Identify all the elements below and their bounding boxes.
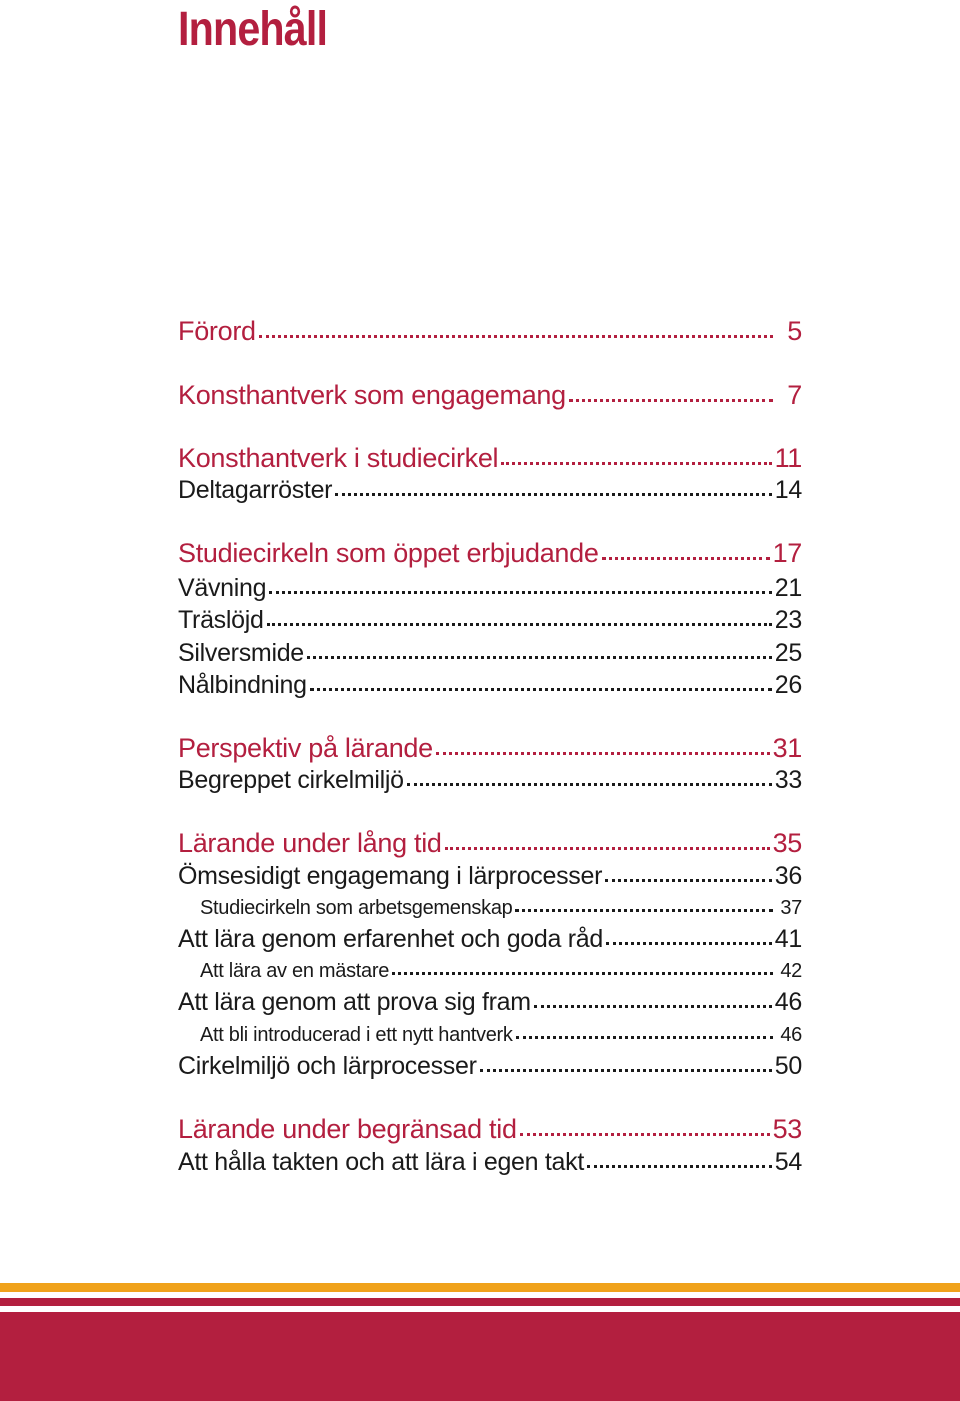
toc-entry-page: 50 bbox=[774, 1052, 802, 1080]
dot-leader bbox=[520, 1133, 770, 1136]
dot-leader bbox=[259, 335, 773, 338]
toc-entry-label: Att lära av en mästare bbox=[200, 960, 390, 982]
toc-entry-page: 31 bbox=[772, 733, 802, 763]
toc-entry-label: Begreppet cirkelmiljö bbox=[178, 766, 404, 794]
toc-entry-att-lara-genom-erfarenhet[interactable] bbox=[178, 925, 802, 954]
dot-leader bbox=[310, 688, 772, 691]
toc-entry-label: Silversmide bbox=[178, 639, 304, 667]
toc-entry-page: 53 bbox=[772, 1114, 802, 1144]
toc-entry-page: 42 bbox=[780, 960, 802, 982]
footer-stripe-red bbox=[0, 1298, 960, 1306]
toc-entry-label: Lärande under lång tid bbox=[178, 828, 442, 858]
toc-entry-studiecirkeln-som-arbetsgemenskap[interactable] bbox=[178, 897, 802, 920]
toc-entry-silversmide[interactable] bbox=[178, 639, 802, 668]
dot-leader bbox=[269, 591, 772, 594]
toc-entry-vavning[interactable] bbox=[178, 574, 802, 603]
toc-entry-label: Träslöjd bbox=[178, 606, 264, 634]
toc-entry-label: Förord bbox=[178, 316, 256, 346]
toc-entry-label: Att bli introducerad i ett nytt hantverk bbox=[200, 1024, 513, 1046]
toc-entry-page: 17 bbox=[772, 538, 802, 568]
toc-entry-larande-under-lang-tid[interactable] bbox=[178, 828, 802, 859]
toc-entry-label: Att lära genom erfarenhet och goda råd bbox=[178, 925, 603, 953]
toc-entry-page: 26 bbox=[774, 671, 802, 699]
toc-entry-label: Studiecirkeln som öppet erbjudande bbox=[178, 538, 599, 568]
dot-leader bbox=[307, 656, 772, 659]
toc-entry-label: Konsthantverk i studiecirkel bbox=[178, 443, 499, 473]
dot-leader bbox=[501, 462, 771, 465]
toc-entry-page: 11 bbox=[774, 443, 802, 473]
dot-leader bbox=[605, 879, 772, 882]
toc-entry-larande-under-begransad-tid[interactable] bbox=[178, 1114, 802, 1145]
dot-leader bbox=[267, 623, 772, 626]
dot-leader bbox=[587, 1165, 772, 1168]
dot-leader bbox=[606, 942, 772, 945]
toc-entry-page: 33 bbox=[774, 766, 802, 794]
toc-entry-label: Perspektiv på lärande bbox=[178, 733, 433, 763]
dot-leader bbox=[392, 972, 773, 975]
dot-leader bbox=[602, 557, 770, 560]
toc-entry-page: 36 bbox=[774, 862, 802, 890]
toc-entry-page: 14 bbox=[774, 476, 802, 504]
toc-entry-page: 37 bbox=[780, 897, 802, 919]
dot-leader bbox=[436, 752, 770, 755]
toc-entry-page: 41 bbox=[774, 925, 802, 953]
toc-entry-traslojd[interactable] bbox=[178, 606, 802, 635]
dot-leader bbox=[335, 493, 772, 496]
toc-entry-perspektiv-pa-larande[interactable] bbox=[178, 733, 802, 764]
toc-entry-att-halla-takten[interactable] bbox=[178, 1148, 802, 1177]
toc-entry-att-bli-introducerad[interactable] bbox=[178, 1024, 802, 1047]
toc-entry-page: 35 bbox=[772, 828, 802, 858]
page-title: Innehåll bbox=[178, 3, 328, 56]
toc-entry-label: Lärande under begränsad tid bbox=[178, 1114, 517, 1144]
dot-leader bbox=[480, 1069, 772, 1072]
toc-entry-page: 23 bbox=[774, 606, 802, 634]
toc-entry-omsesidigt-engagemang[interactable] bbox=[178, 862, 802, 891]
toc-entry-label: Studiecirkeln som arbetsgemenskap bbox=[200, 897, 513, 919]
dot-leader bbox=[516, 1036, 773, 1039]
toc-entry-konsthantverk-som-engagemang[interactable] bbox=[178, 380, 802, 411]
toc-entry-label: Att lära genom att prova sig fram bbox=[178, 988, 531, 1016]
dot-leader bbox=[407, 783, 772, 786]
toc-entry-label: Att hålla takten och att lära i egen takt bbox=[178, 1148, 585, 1176]
toc-entry-cirkelmiljo-och-larprocesser[interactable] bbox=[178, 1052, 802, 1081]
toc-entry-label: Nålbindning bbox=[178, 671, 307, 699]
toc-entry-page: 5 bbox=[787, 316, 802, 346]
toc-entry-page: 54 bbox=[774, 1148, 802, 1176]
toc-entry-page: 46 bbox=[774, 988, 802, 1016]
toc-entry-konsthantverk-i-studiecirkel[interactable] bbox=[178, 443, 802, 474]
toc-entry-att-lara-genom-att-prova[interactable] bbox=[178, 988, 802, 1017]
footer-stripe-orange bbox=[0, 1283, 960, 1292]
toc-entry-label: Konsthantverk som engagemang bbox=[178, 380, 566, 410]
toc-entry-page: 25 bbox=[774, 639, 802, 667]
toc-entry-forord[interactable] bbox=[178, 316, 802, 347]
footer-band bbox=[0, 1312, 960, 1401]
dot-leader bbox=[534, 1005, 772, 1008]
dot-leader bbox=[569, 399, 773, 402]
toc-entry-label: Deltagarröster bbox=[178, 476, 333, 504]
toc-entry-label: Vävning bbox=[178, 574, 267, 602]
toc-entry-studiecirkeln-som-oppet-erbjudande[interactable] bbox=[178, 538, 802, 569]
toc-entry-att-lara-av-en-mastare[interactable] bbox=[178, 960, 802, 983]
toc-entry-page: 7 bbox=[787, 380, 802, 410]
toc-entry-nalbindning[interactable] bbox=[178, 671, 802, 700]
toc-entry-label: Cirkelmiljö och lärprocesser bbox=[178, 1052, 477, 1080]
toc-entry-page: 46 bbox=[780, 1024, 802, 1046]
toc-entry-page: 21 bbox=[774, 574, 802, 602]
toc-entry-label: Ömsesidigt engagemang i lärprocesser bbox=[178, 862, 603, 890]
dot-leader bbox=[445, 847, 770, 850]
dot-leader bbox=[515, 909, 773, 912]
toc-entry-begreppet-cirkelmiljo[interactable] bbox=[178, 766, 802, 795]
toc-entry-deltagarroster[interactable] bbox=[178, 476, 802, 505]
